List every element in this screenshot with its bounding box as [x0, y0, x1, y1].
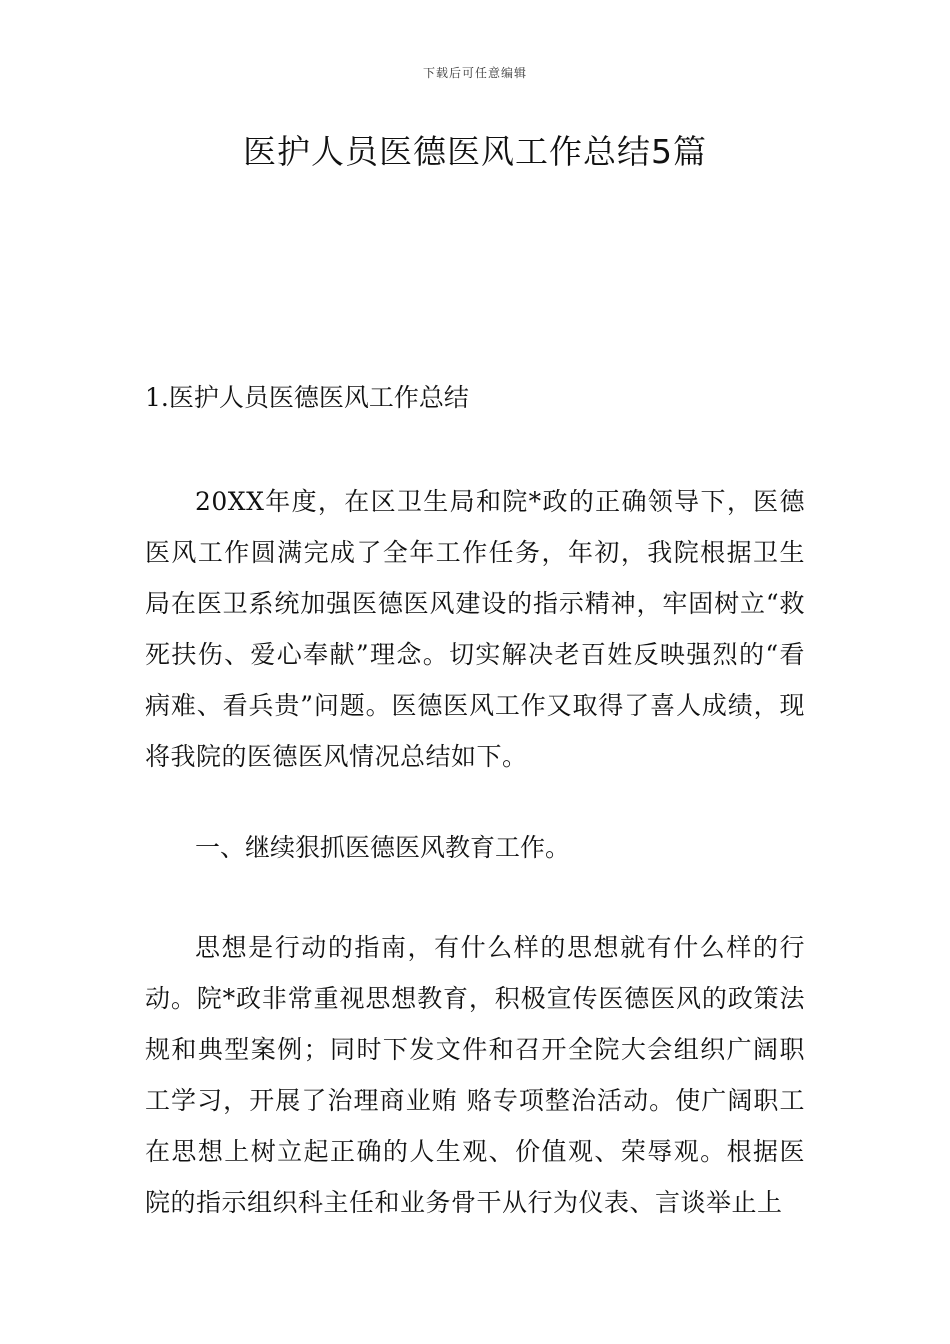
header-note: 下载后可任意编辑 [422, 66, 527, 80]
section-heading: 1.医护人员医德医风工作总结 [145, 383, 469, 412]
paragraph-intro: 20XX年度，在区卫生局和院*政的正确领导下，医德医风工作圆满完成了全年工作任务，年初，我院根据卫生局在医卫系统加强医德医风建设的指示精神，牢固树立“救死扶伤、爱心奉献”理念。切实解决老百姓反映强烈的“看病难、看兵贵”问题。医德医风工作又取得了喜人成绩，现将我院的医德医风情况总结如下。 [145, 487, 805, 771]
document-title: 医护人员医德医风工作总结5篇 [243, 132, 707, 171]
paragraph-education: 思想是行动的指南，有什么样的思想就有什么样的行动。院*政非常重视思想教育，积极宣传医德医风的政策法规和典型案例；同时下发文件和召开全院大会组织广阔职工学习，开展了治理商业贿 赂专项整治活动。使广阔职工在思想上树立起正确的人生观、价值观、荣辱观。根据医院的指示组织科主任和业务骨干从行为仪表、言谈举止上 [145, 933, 805, 1217]
sub-heading-education: 一、继续狠抓医德医风教育工作。 [195, 833, 571, 862]
